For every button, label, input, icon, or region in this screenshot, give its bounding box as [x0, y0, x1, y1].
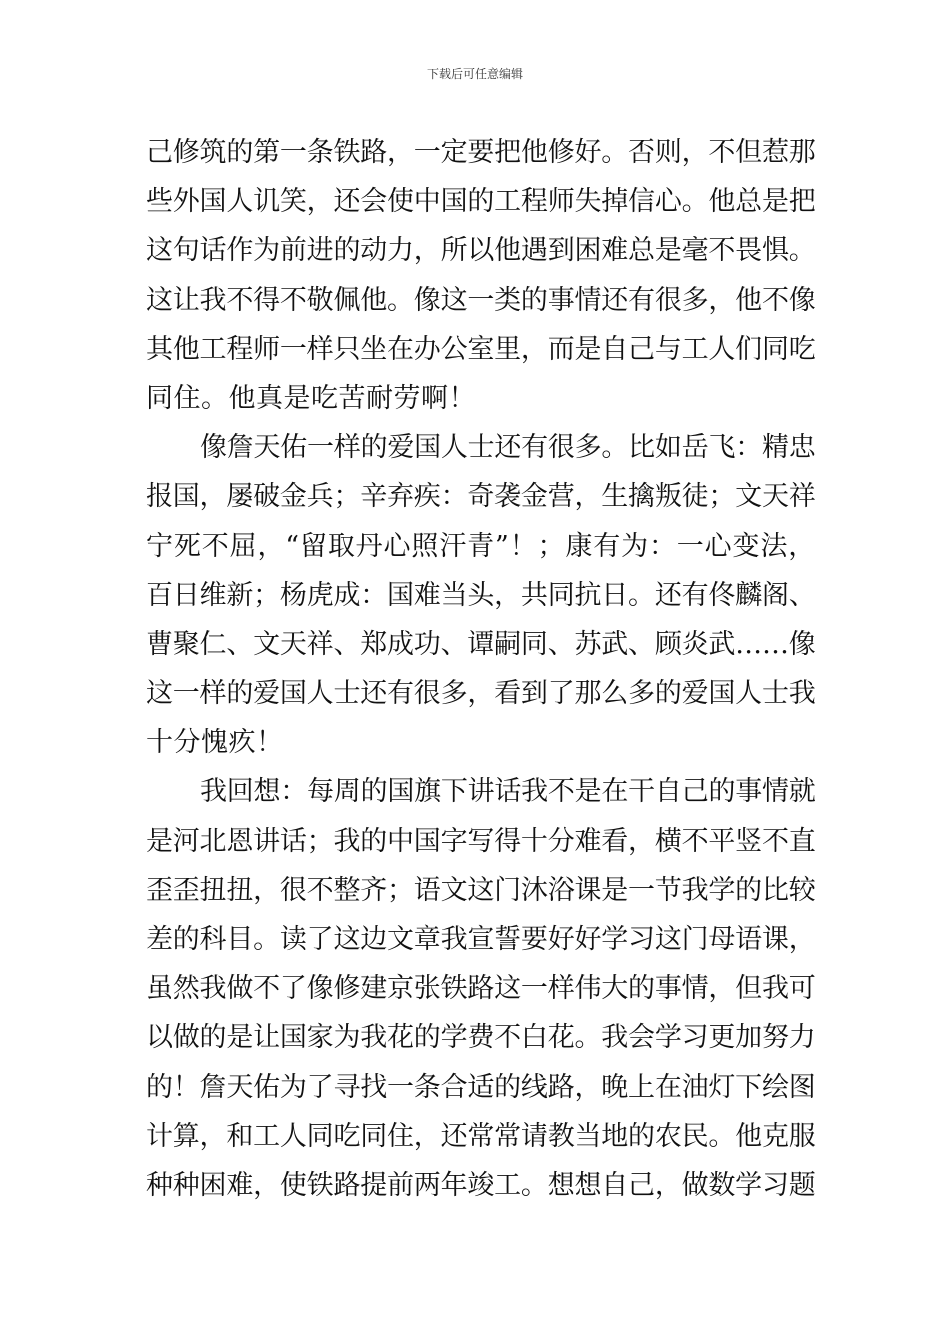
text-line: 这一样的爱国人士还有很多，看到了那么多的爱国人士我 — [146, 678, 816, 710]
page-header: 下载后可任意编辑 — [426, 67, 523, 81]
text-line: 计算，和工人同吃同住，还常常请教当地的农民。他克服 — [146, 1120, 816, 1152]
text-line: 虽然我做不了像修建京张铁路这一样伟大的事情，但我可 — [146, 973, 816, 1005]
text-line: 是河北恩讲话；我的中国字写得十分难看，横不平竖不直 — [146, 825, 816, 857]
paragraph-start-line: 我回想：每周的国旗下讲话我不是在干自己的事情就 — [200, 776, 816, 808]
text-line: 百日维新；杨虎成：国难当头，共同抗日。还有佟麟阁、 — [146, 579, 816, 611]
text-line: 些外国人讥笑，还会使中国的工程师失掉信心。他总是把 — [146, 186, 816, 218]
text-line: 宁死不屈，“留取丹心照汗青”！；康有为：一心变法， — [146, 530, 817, 562]
text-line: 十分愧疚！ — [146, 727, 284, 759]
text-line: 报国，屡破金兵；辛弃疾：奇袭金营，生擒叛徒；文天祥 — [146, 481, 816, 513]
text-line: 这句话作为前进的动力，所以他遇到困难总是毫不畏惧。 — [146, 235, 816, 267]
text-line: 歪歪扭扭，很不整齐；语文这门沐浴课是一节我学的比较 — [146, 874, 816, 906]
text-line: 的！詹天佑为了寻找一条合适的线路，晚上在油灯下绘图 — [146, 1071, 816, 1103]
document-body — [146, 128, 816, 1210]
text-line: 同住。他真是吃苦耐劳啊！ — [146, 382, 476, 414]
text-line: 其他工程师一样只坐在办公室里，而是自己与工人们同吃 — [146, 333, 816, 365]
text-line: 曹聚仁、文天祥、郑成功、谭嗣同、苏武、顾炎武……像 — [146, 628, 816, 660]
paragraph-start-line: 像詹天佑一样的爱国人士还有很多。比如岳飞：精忠 — [200, 432, 816, 464]
text-line: 差的科目。读了这边文章我宣誓要好好学习这门母语课， — [146, 924, 816, 955]
text-line: 这让我不得不敬佩他。像这一类的事情还有很多，他不像 — [146, 284, 816, 316]
text-line: 己修筑的第一条铁路，一定要把他修好。否则，不但惹那 — [146, 137, 816, 168]
text-line: 以做的是让国家为我花的学费不白花。我会学习更加努力 — [146, 1022, 816, 1054]
text-line: 种种困难，使铁路提前两年竣工。想想自己，做数学习题 — [146, 1169, 816, 1201]
